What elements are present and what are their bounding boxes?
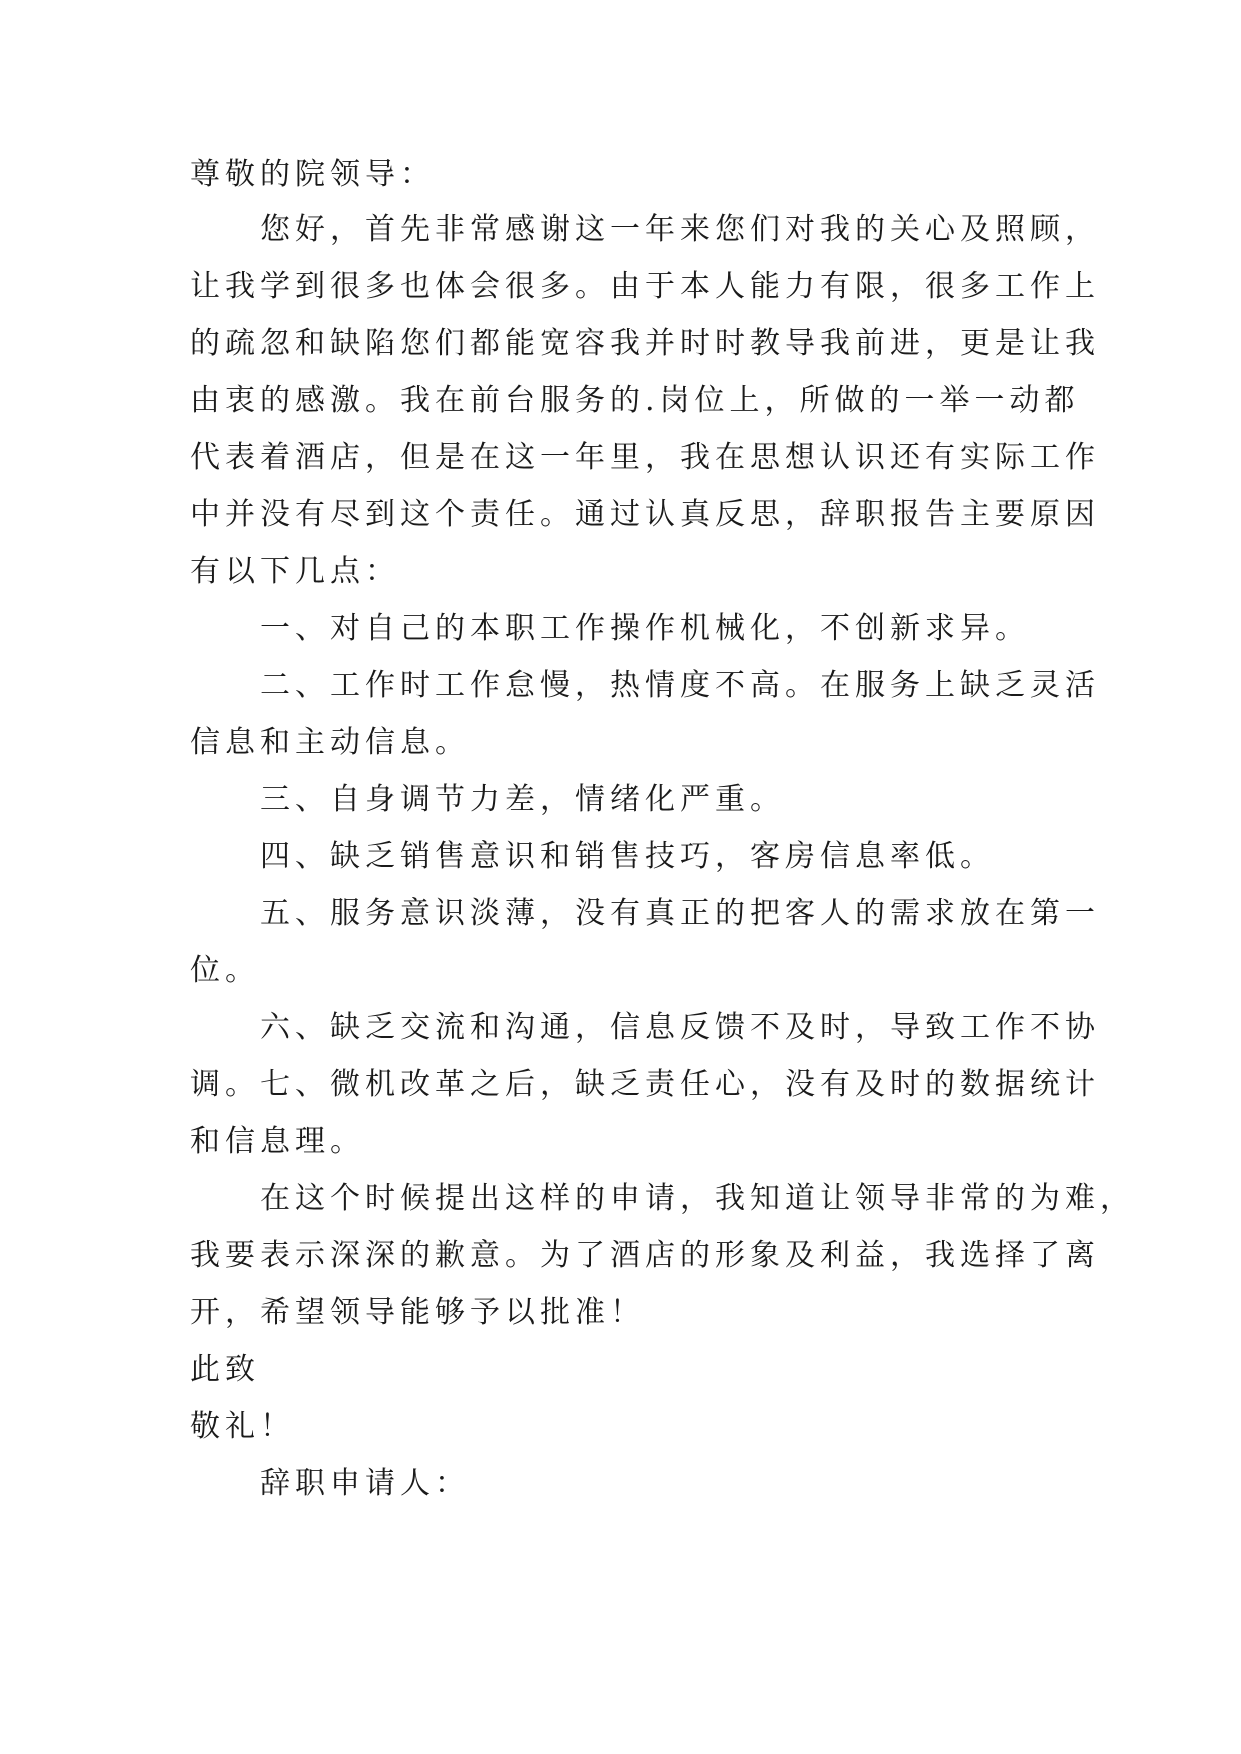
reason-item-5-cont: 位。 [190,953,260,988]
body-line: 代表着酒店，但是在这一年里，我在思想认识还有实际工作 [190,440,1100,475]
reason-item-6: 六、缺乏交流和沟通，信息反馈不及时，导致工作不协 [190,1010,1100,1045]
reason-item-6-7: 调。七、微机改革之后，缺乏责任心，没有及时的数据统计 [190,1067,1100,1102]
closing-paragraph-line: 开，希望领导能够予以批准！ [190,1295,645,1330]
body-line: 有以下几点： [190,554,400,589]
closing-paragraph-line: 我要表示深深的歉意。为了酒店的形象及利益，我选择了离 [190,1238,1100,1273]
reason-item-2-cont: 信息和主动信息。 [190,725,470,760]
body-line: 由衷的感激。我在前台服务的.岗位上，所做的一举一动都 [190,383,1080,418]
signature-label: 辞职申请人： [190,1466,470,1501]
salutation: 尊敬的院领导： [190,157,435,192]
reason-item-3: 三、自身调节力差，情绪化严重。 [190,782,785,817]
reason-item-2: 二、工作时工作怠慢，热情度不高。在服务上缺乏灵活 [190,668,1100,703]
reason-item-7-cont: 和信息理。 [190,1124,365,1159]
body-line: 您好，首先非常感谢这一年来您们对我的关心及照顾， [190,212,1100,247]
closing-phrase: 此致 [190,1352,260,1387]
closing-salute: 敬礼！ [190,1409,295,1444]
reason-item-5: 五、服务意识淡薄，没有真正的把客人的需求放在第一 [190,896,1100,931]
closing-paragraph-line: 在这个时候提出这样的申请，我知道让领导非常的为难， [190,1181,1135,1216]
body-line: 的疏忽和缺陷您们都能宽容我并时时教导我前进，更是让我 [190,326,1100,361]
body-line: 中并没有尽到这个责任。通过认真反思，辞职报告主要原因 [190,497,1100,532]
reason-item-1: 一、对自己的本职工作操作机械化，不创新求异。 [190,611,1030,646]
body-line: 让我学到很多也体会很多。由于本人能力有限，很多工作上 [190,269,1100,304]
reason-item-4: 四、缺乏销售意识和销售技巧，客房信息率低。 [190,839,995,874]
